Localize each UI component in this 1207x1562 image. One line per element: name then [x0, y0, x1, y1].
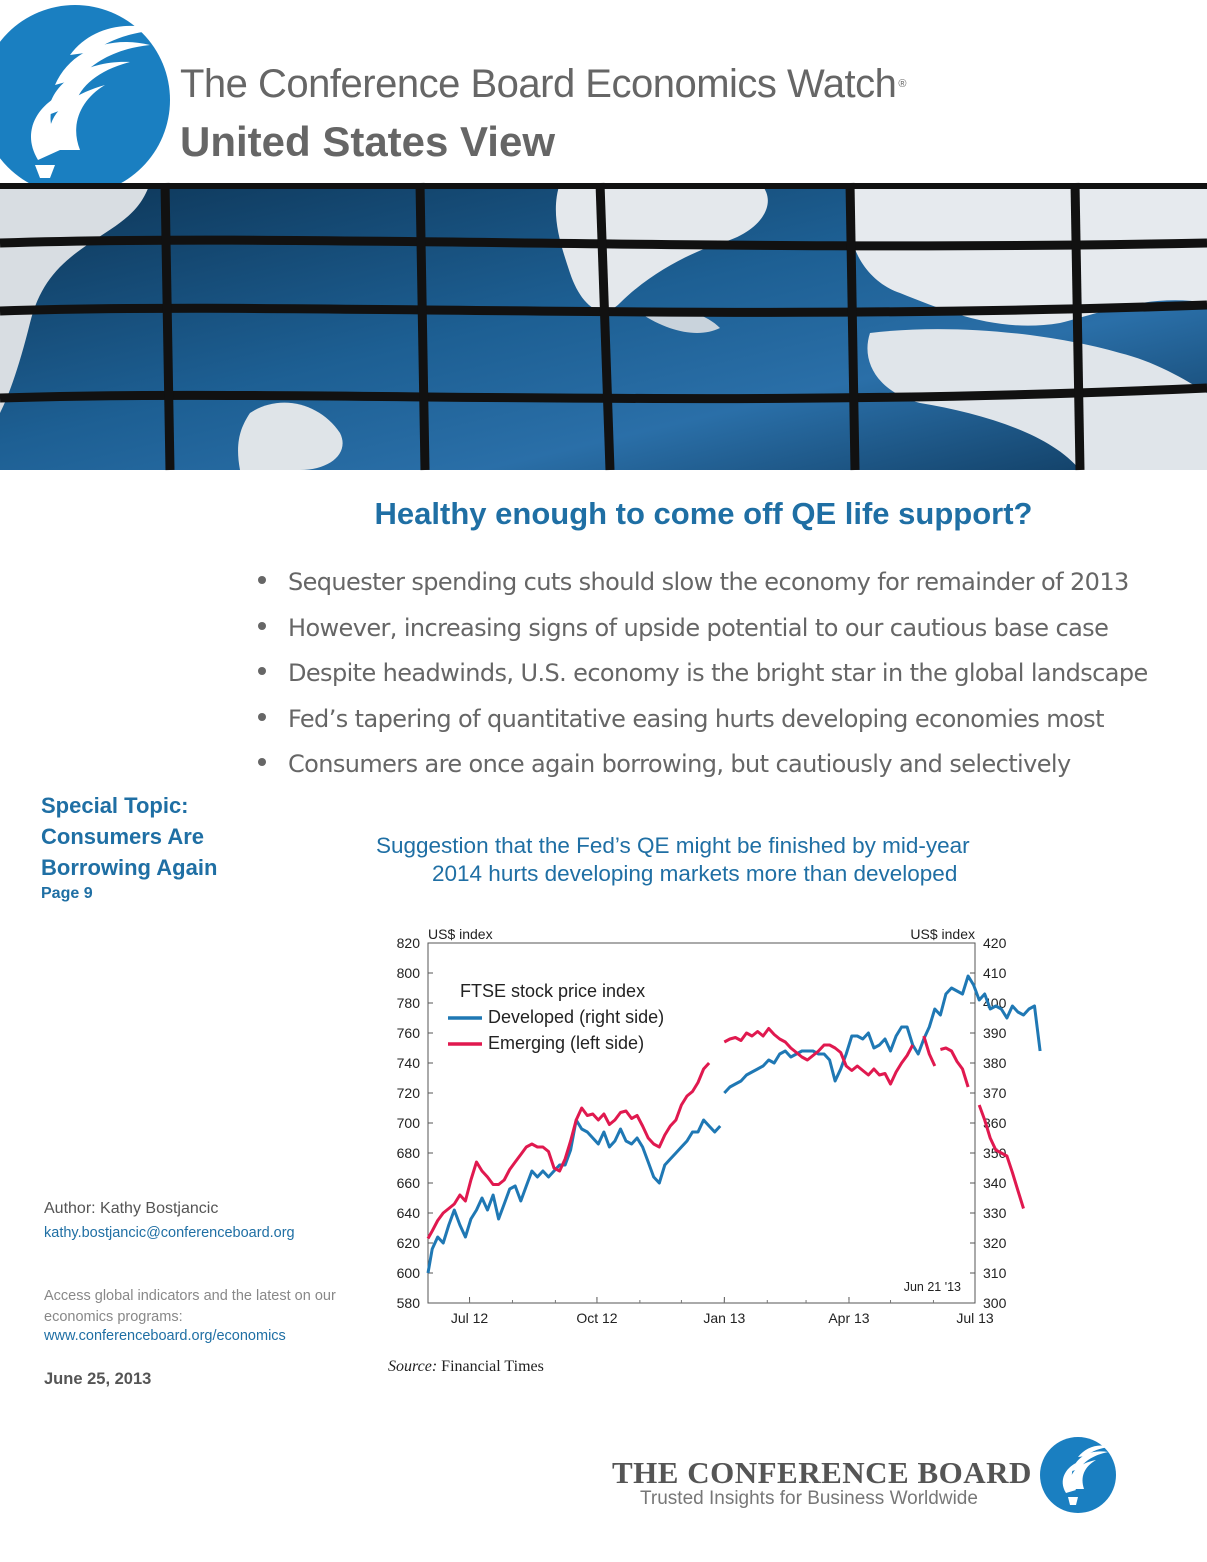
special-topic[interactable] — [41, 790, 217, 905]
x-tick-label: Jul 13 — [956, 1310, 994, 1326]
left-tick-label: 620 — [396, 1235, 420, 1251]
ftse-line-chart — [370, 915, 1007, 1335]
series-line-developed — [428, 1120, 720, 1273]
footer-brand-name: THE CONFERENCE BOARD — [612, 1455, 1032, 1490]
publication-title: The Conference Board Economics Watch ® — [180, 62, 907, 106]
key-point: However, increasing signs of upside potential to our cautious base case — [252, 611, 1148, 657]
left-tick-label: 740 — [396, 1055, 420, 1071]
series-line-emerging — [724, 1029, 912, 1085]
right-tick-label: 420 — [983, 935, 1007, 951]
left-tick-label: 600 — [396, 1265, 420, 1281]
left-tick-label: 680 — [396, 1145, 420, 1161]
chart-caption-line1: Suggestion that the Fed’s QE might be finished by mid-year — [376, 833, 970, 858]
chart-caption-line2: 2014 hurts developing markets more than developed — [432, 861, 958, 886]
publication-subtitle: United States View — [180, 118, 556, 165]
conference-board-torch-logo — [0, 0, 170, 185]
series-line-emerging — [428, 1063, 709, 1239]
right-tick-label: 310 — [983, 1265, 1007, 1281]
bullet-icon — [258, 576, 266, 584]
access-text: Access global indicators and the latest on our economics programs: — [44, 1288, 336, 1325]
footer-torch-logo — [1038, 1435, 1118, 1515]
left-tick-label: 580 — [396, 1295, 420, 1311]
left-tick-label: 800 — [396, 965, 420, 981]
date-annotation: Jun 21 '13 — [903, 1280, 961, 1294]
right-axis-label: US$ index — [910, 926, 975, 942]
right-tick-label: 410 — [983, 965, 1007, 981]
right-tick-label: 380 — [983, 1055, 1007, 1071]
x-tick-label: Apr 13 — [828, 1310, 870, 1326]
left-tick-label: 780 — [396, 995, 420, 1011]
right-tick-label: 340 — [983, 1175, 1007, 1191]
right-tick-label: 350 — [983, 1145, 1007, 1161]
world-map-screens-banner — [0, 183, 1207, 470]
author-name: Author: Kathy Bostjancic — [44, 1200, 219, 1217]
right-tick-label: 370 — [983, 1085, 1007, 1101]
left-tick-label: 700 — [396, 1115, 420, 1131]
special-topic-line: Consumers Are — [41, 824, 205, 849]
left-tick-label: 760 — [396, 1025, 420, 1041]
x-tick-label: Jan 13 — [703, 1310, 746, 1326]
publication-date: June 25, 2013 — [44, 1370, 152, 1388]
right-tick-label: 400 — [983, 995, 1007, 1011]
right-tick-label: 360 — [983, 1115, 1007, 1131]
right-tick-label: 320 — [983, 1235, 1007, 1251]
bullet-icon — [258, 758, 266, 766]
bullet-icon — [258, 622, 266, 630]
key-points-list — [252, 565, 1148, 793]
economics-url-link[interactable]: www.conferenceboard.org/economics — [44, 1328, 286, 1344]
series-line-emerging — [940, 1048, 968, 1087]
x-tick-label: Jul 12 — [450, 1310, 489, 1326]
bullet-icon — [258, 667, 266, 675]
legend-entry: Emerging (left side) — [488, 1033, 645, 1053]
right-tick-label: 330 — [983, 1205, 1007, 1221]
left-axis-label: US$ index — [428, 926, 493, 942]
left-tick-label: 820 — [396, 935, 420, 951]
special-topic-line: Special Topic: — [41, 793, 189, 818]
footer-tagline: Trusted Insights for Business Worldwide — [640, 1488, 978, 1509]
left-tick-label: 720 — [396, 1085, 420, 1101]
series-line-emerging — [924, 1036, 935, 1066]
key-point: Consumers are once again borrowing, but cautiously and selectively — [252, 747, 1148, 793]
chart-source: Source: Financial Times — [388, 1358, 544, 1375]
legend-entry: Developed (right side) — [488, 1007, 665, 1027]
x-tick-label: Oct 12 — [576, 1310, 618, 1326]
key-point: Sequester spending cuts should slow the economy for remainder of 2013 — [252, 565, 1148, 611]
chart-caption — [370, 832, 1040, 888]
author-email-link[interactable]: kathy.bostjancic@conferenceboard.org — [44, 1225, 295, 1241]
left-tick-label: 640 — [396, 1205, 420, 1221]
right-tick-label: 390 — [983, 1025, 1007, 1041]
key-point: Fed’s tapering of quantitative easing hurts developing economies most — [252, 702, 1148, 748]
legend-title: FTSE stock price index — [460, 981, 646, 1001]
bullet-icon — [258, 713, 266, 721]
registered-mark: ® — [898, 78, 907, 90]
right-tick-label: 300 — [983, 1295, 1007, 1311]
headline: Healthy enough to come off QE life support? — [374, 496, 1033, 531]
key-point: Despite headwinds, U.S. economy is the bright star in the global landscape — [252, 656, 1148, 702]
left-tick-label: 660 — [396, 1175, 420, 1191]
special-topic-line: Borrowing Again — [41, 855, 218, 880]
special-topic-page: Page 9 — [41, 885, 93, 902]
